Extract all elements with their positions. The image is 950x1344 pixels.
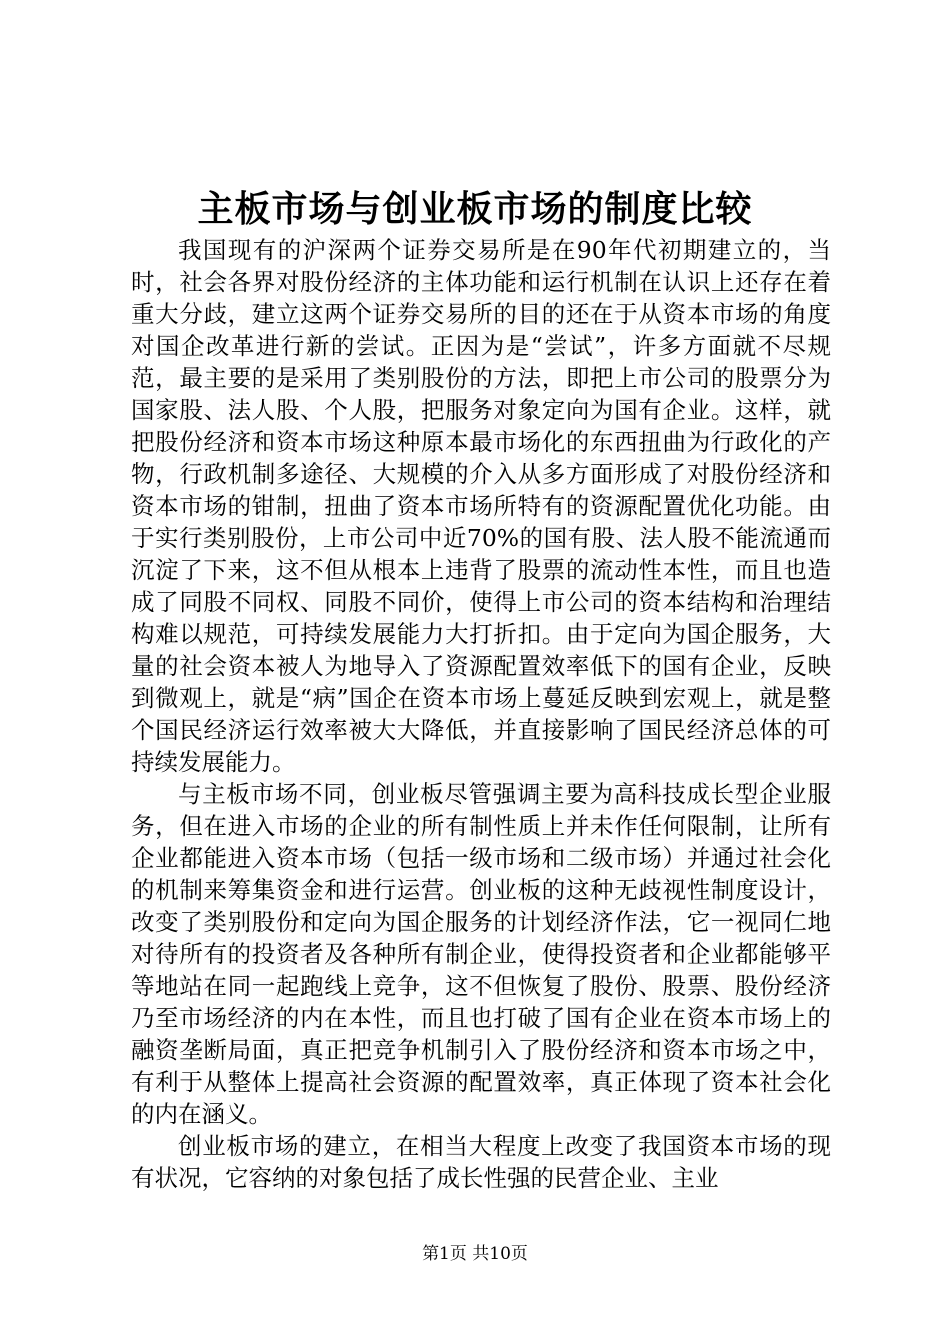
page-number-footer: 第1页 共10页 xyxy=(422,1244,528,1264)
document-body xyxy=(131,234,831,1194)
document-title: 主板市场与创业板市场的制度比较 xyxy=(197,188,753,230)
paragraph: 我国现有的沪深两个证券交易所是在90年代初期建立的，当时，社会各界对股份经济的主体功能和运行机制在认识上还存在着重大分歧，建立这两个证券交易所的目的还在于从资本市场的角度对国企改革进行新的尝试。正因为是“尝试”，许多方面就不尽规范，最主要的是采用了类别股份的方法，即把上市公司的股票分为国家股、法人股、个人股，把服务对象定向为国有企业。这样，就把股份经济和资本市场这种原本最市场化的东西扭曲为行政化的产物，行政机制多途径、大规模的介入从多方面形成了对股份经济和资本市场的钳制，扭曲了资本市场所特有的资源配置优化功能。由于实行类别股份，上市公司中近70%的国有股、法人股不能流通而沉淀了下来，这不但从根本上违背了股票的流动性本性，而且也造成了同股不同权、同股不同价，使得上市公司的资本结构和治理结构难以规范，可持续发展能力大打折扣。由于定向为国企服务，大量的社会资本被人为地导入了资源配置效率低下的国有企业，反映到微观上，就是“病”国企在资本市场上蔓延反映到宏观上，就是整个国民经济运行效率被大大降低，并直接影响了国民经济总体的可持续发展能力。 xyxy=(131,236,831,776)
paragraph: 与主板市场不同，创业板尽管强调主要为高科技成长型企业服务，但在进入市场的企业的所有制性质上并未作任何限制，让所有企业都能进入资本市场（包括一级市场和二级市场）并通过社会化的机制来筹集资金和进行运营。创业板的这种无歧视性制度设计，改变了类别股份和定向为国企服务的计划经济作法，它一视同仁地对待所有的投资者及各种所有制企业，使得投资者和企业都能够平等地站在同一起跑线上竞争，这不但恢复了股份、股票、股份经济乃至市场经济的内在本性，而且也打破了国有企业在资本市场上的融资垄断局面，真正把竞争机制引入了股份经济和资本市场之中，有利于从整体上提高社会资源的配置效率，真正体现了资本社会化的内在涵义。 xyxy=(131,780,831,1128)
paragraph: 创业板市场的建立，在相当大程度上改变了我国资本市场的现有状况，它容纳的对象包括了成长性强的民营企业、主业 xyxy=(131,1132,831,1192)
